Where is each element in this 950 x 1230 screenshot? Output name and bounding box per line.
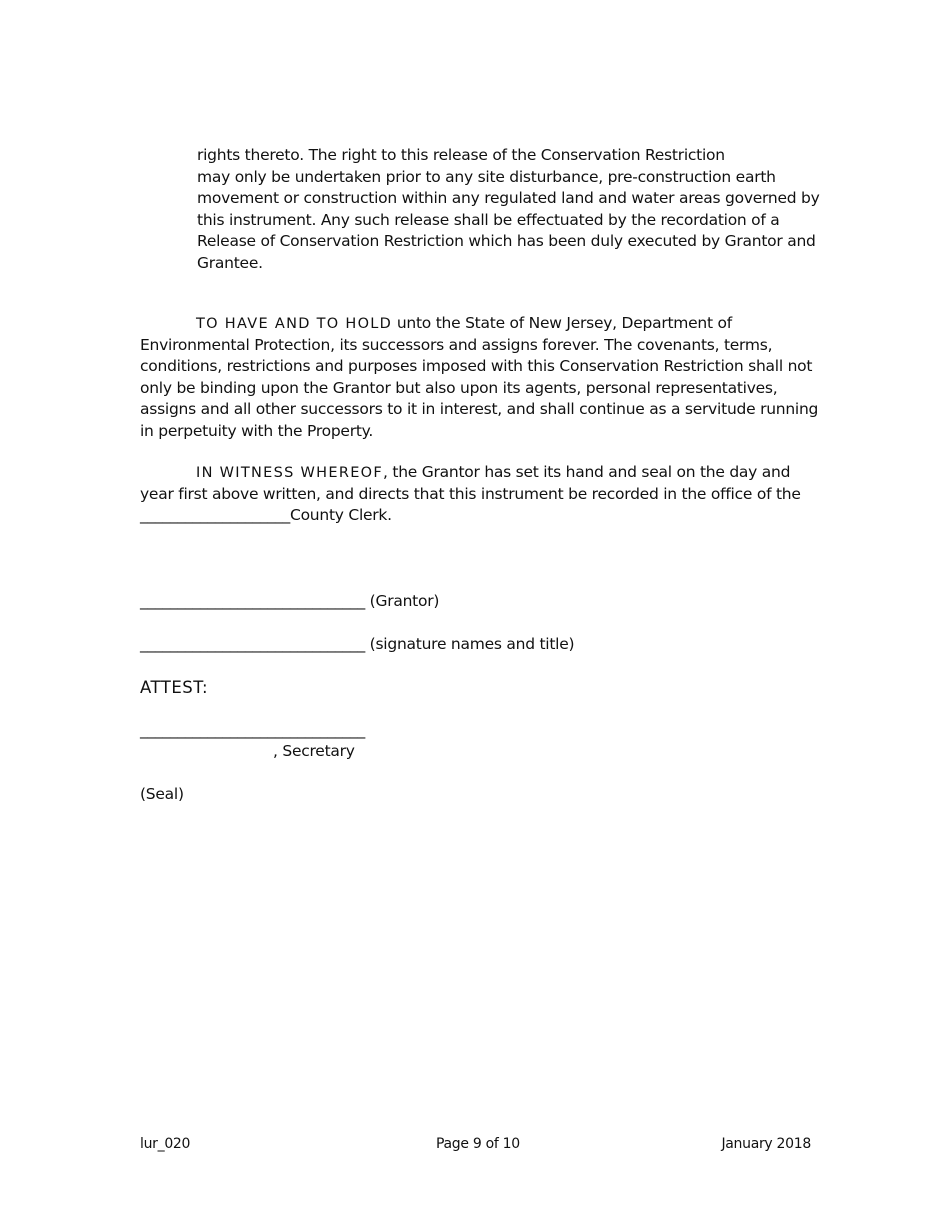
release-line-6: Grantee. (197, 253, 263, 272)
secretary-label: , Secretary (273, 742, 355, 760)
witness-lead: IN WITNESS WHEREOF (196, 465, 384, 481)
release-paragraph (197, 145, 820, 275)
habendum-line-1 (140, 313, 818, 335)
habendum-line-5: assigns and all other successors to it in interest, and shall continue as a servitude running (140, 400, 819, 419)
habendum-line-2: Environmental Protection, its successors and assigns forever. The covenants, terms, (140, 335, 773, 354)
release-line-2: may only be undertaken prior to any site disturbance, pre-construction earth (197, 167, 776, 186)
grantor-signature-line: ______________________________ (Grantor) (140, 592, 440, 610)
footer-form-id: lur_020 (140, 1136, 191, 1152)
release-line-3: movement or construction within any regulated land and water areas governed by (197, 189, 820, 208)
attest-label: ATTEST: (140, 678, 209, 697)
footer-date: January 2018 (721, 1136, 811, 1152)
release-line-5: Release of Conservation Restriction which has been duly executed by Grantor and (197, 232, 816, 251)
witness-line-1-rest: , the Grantor has set its hand and seal on the day and (383, 463, 791, 481)
witness-paragraph (140, 462, 801, 527)
witness-line-2: year first above written, and directs that this instrument be recorded in the office of the (140, 484, 801, 503)
habendum-line-6: in perpetuity with the Property. (140, 421, 374, 440)
attest-signature-line: ______________________________ (140, 721, 365, 739)
habendum-lead: TO HAVE AND TO HOLD (196, 316, 393, 332)
seal-label: (Seal) (140, 785, 184, 803)
release-line-1: rights thereto. The right to this release of the Conservation Restriction (197, 146, 725, 164)
witness-line-3: ____________________County Clerk. (140, 506, 392, 525)
witness-line-1 (140, 462, 801, 484)
footer-page-number: Page 9 of 10 (436, 1136, 520, 1152)
habendum-line-1-rest: unto the State of New Jersey, Department of (392, 314, 732, 332)
signature-names-line: ______________________________ (signature names and title) (140, 635, 575, 653)
habendum-line-3: conditions, restrictions and purposes imposed with this Conservation Restriction shall not (140, 357, 813, 376)
habendum-line-4: only be binding upon the Grantor but also upon its agents, personal representatives, (140, 378, 778, 397)
release-line-4: this instrument. Any such release shall be effectuated by the recordation of a (197, 210, 780, 229)
habendum-paragraph (140, 313, 818, 443)
